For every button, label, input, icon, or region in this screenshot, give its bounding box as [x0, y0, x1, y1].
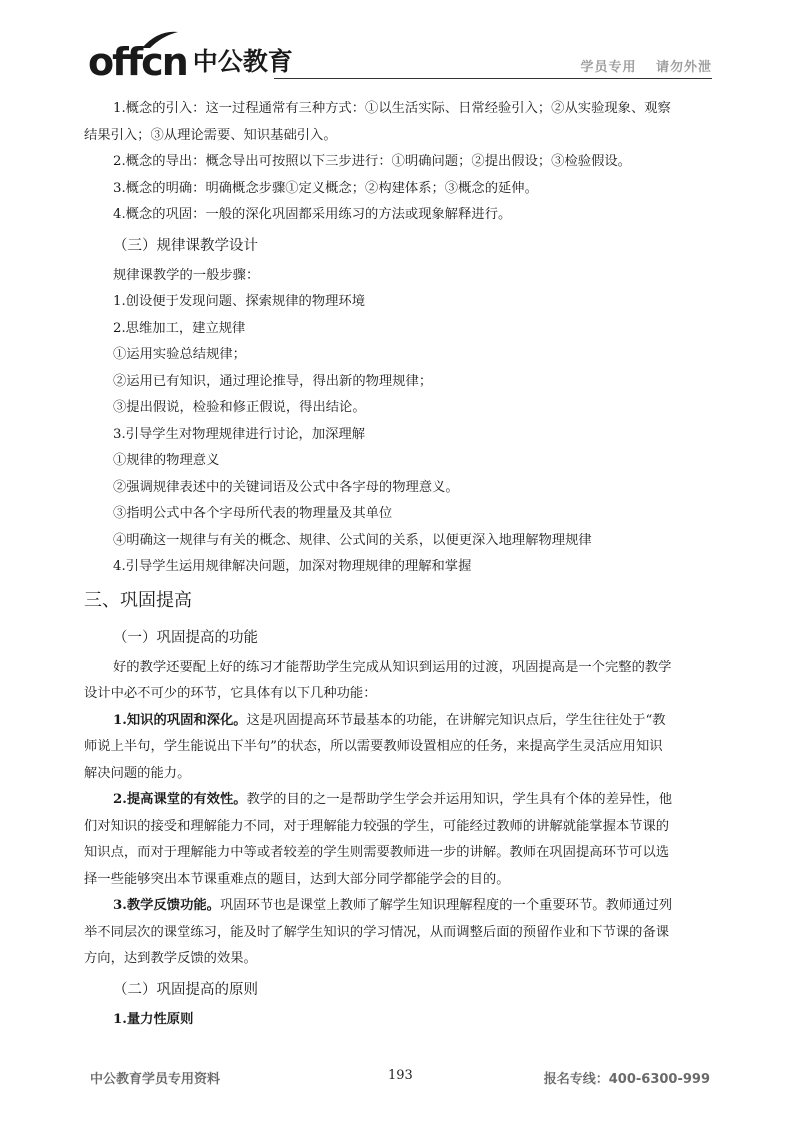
- header-tag-students-only: 学员专用: [580, 60, 637, 75]
- text-line: ①运用实验总结规律；: [113, 347, 246, 362]
- page-number: 193: [388, 1068, 413, 1083]
- section-heading-consolidation: 三、巩固提高: [84, 589, 192, 611]
- principle-1-title: 1.量力性原则: [113, 1011, 194, 1027]
- text-line: 方向，达到教学反馈的效果。: [84, 951, 257, 966]
- page-footer: [90, 1068, 710, 1088]
- subheading-functions: （一）巩固提高的功能: [113, 629, 258, 646]
- text-line: 3.引导学生对物理规律进行讨论，加深理解: [113, 426, 366, 442]
- subheading-rule-lesson: （三）规律课教学设计: [113, 237, 258, 254]
- function-2-title: 2.提高课堂的有效性。: [113, 792, 247, 807]
- footer-material-label: 中公教育学员专用资料: [90, 1072, 221, 1087]
- text-line: 2.概念的导出：概念导出可按照以下三步进行：①明确问题；②提出假设；③检验假设。: [113, 154, 631, 169]
- text-line: 2.思维加工，建立规律: [113, 320, 246, 336]
- text-line: 知识点，而对于理解能力中等或者较差的学生则需要教师进一步的讲解。教师在巩固提高环节可以选: [84, 845, 670, 860]
- text-line: ④明确这一规律与有关的概念、规律、公式间的关系，以便更深入地理解物理规律: [113, 532, 592, 548]
- text-line: ②运用已有知识，通过理论推导，得出新的物理规律；: [113, 373, 433, 389]
- footer-hotline: 报名专线：400-6300-999: [543, 1072, 710, 1087]
- text-line: 设计中必不可少的环节，它具体有以下几种功能：: [84, 686, 377, 701]
- text-line: 结果引入；③从理论需要、知识基础引入。: [84, 127, 337, 143]
- paragraph-line: [84, 893, 716, 920]
- paragraph-line: [84, 787, 716, 814]
- offcn-logo: [88, 36, 293, 82]
- page-header: [88, 36, 712, 82]
- logo-latin-text: offcn: [88, 40, 187, 84]
- text-line: 4.引导学生运用规律解决问题，加深对物理规律的理解和掌握: [113, 559, 472, 574]
- text-line: 们对知识的接受和理解能力不同，对于理解能力较强的学生，可能经过教师的讲解就能掌握本节课的: [84, 818, 670, 834]
- header-rule: [274, 78, 712, 79]
- page-content: [84, 96, 716, 1033]
- text-line: 3.概念的明确：明确概念步骤①定义概念；②构建体系；③概念的延伸。: [113, 180, 538, 196]
- text-line: ③提出假说，检验和修正假说，得出结论。: [113, 400, 366, 415]
- text-line: ②强调规律表述中的关键词语及公式中各字母的物理意义。: [113, 479, 459, 495]
- logo-chinese-text: 中公教育: [192, 47, 293, 76]
- logo-swoosh-icon: [140, 28, 180, 50]
- text-span: 巩固环节也是课堂上教师了解学生知识理解程度的一个重要环节。教师通过列: [219, 898, 673, 913]
- text-line: 择一些能够突出本节课重难点的题目，达到大部分同学都能学会的目的。: [84, 871, 510, 887]
- text-line: ③指明公式中各个字母所代表的物理量及其单位: [113, 506, 393, 521]
- paragraph-line: [84, 708, 716, 735]
- function-1-title: 1.知识的巩固和深化。: [113, 712, 247, 728]
- text-line: ①规律的物理意义: [113, 453, 220, 468]
- text-line: 举不同层次的课堂练习，能及时了解学生知识的学习情况，从而调整后面的预留作业和下节课的备课: [84, 924, 670, 940]
- text-line: 师说上半句，学生能说出下半句”的状态，所以需要教师设置相应的任务，来提高学生灵活应用知识: [84, 739, 663, 754]
- text-span: 这是巩固提高环节最基本的功能，在讲解完知识点后，学生往往处于“教: [246, 712, 666, 728]
- text-span: 教学的目的之一是帮助学生学会并运用知识，学生具有个体的差异性，他: [246, 792, 673, 807]
- text-line: 解决问题的能力。: [84, 765, 191, 781]
- function-3-title: 3.教学反馈功能。: [113, 898, 220, 913]
- text-line: 1.创设便于发现问题、探索规律的物理环境: [113, 294, 366, 309]
- text-line: 规律课教学的一般步骤：: [113, 267, 260, 283]
- text-line: 1.概念的引入：这一过程通常有三种方式：①以生活实际、日常经验引入；②从实验现象、观察: [113, 101, 671, 116]
- subheading-principles: （二）巩固提高的原则: [113, 981, 258, 998]
- text-line: 好的教学还要配上好的练习才能帮助学生完成从知识到运用的过渡，巩固提高是一个完整的教学: [113, 659, 672, 675]
- header-tags: [580, 56, 712, 75]
- text-line: 4.概念的巩固：一般的深化巩固都采用练习的方法或现象解释进行。: [113, 207, 512, 222]
- header-tag-confidential: 请勿外泄: [655, 60, 712, 75]
